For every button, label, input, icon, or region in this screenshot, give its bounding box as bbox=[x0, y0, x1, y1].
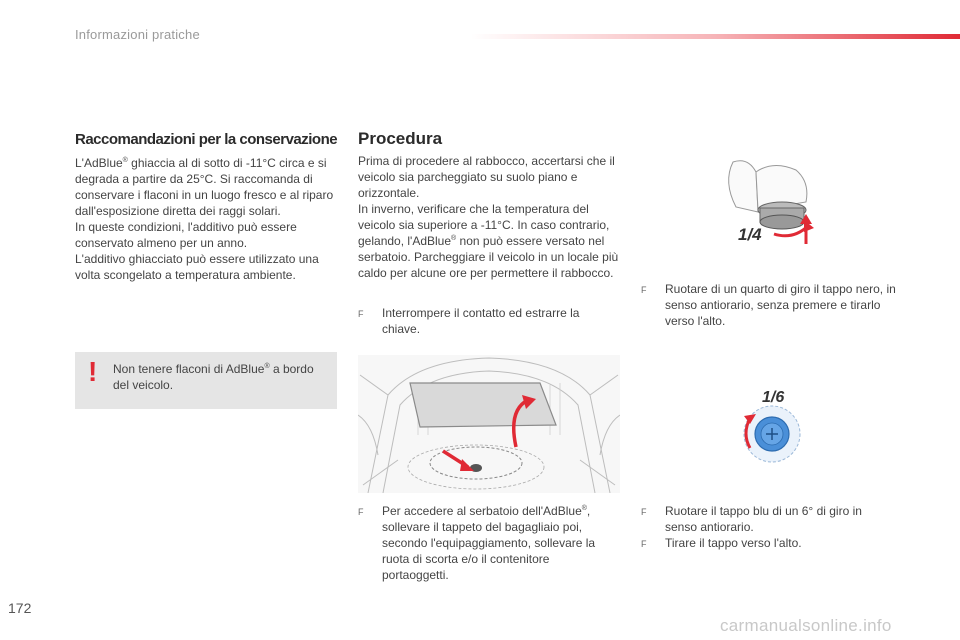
page-number: 172 bbox=[8, 600, 32, 616]
procedure-intro-para: Prima di procedere al rabbocco, accertarsi che il veicolo sia parcheggiato su suolo piano e orizzontale. bbox=[358, 154, 615, 200]
quarter-turn-label: 1/4 bbox=[738, 225, 762, 244]
storage-para-1: L'AdBlue® ghiaccia al di sotto di -11°C circa e si degrada a partire da 25°C. Si raccomanda di conservare i flaconi in un luogo fresco e al riparo dall'esposizione diretta dei raggi solari. bbox=[75, 156, 334, 218]
storage-text bbox=[75, 155, 337, 283]
storage-para-2: In queste condizioni, l'additivo può essere conservato almeno per un anno. bbox=[75, 220, 297, 250]
bullet-icon: F bbox=[358, 309, 364, 319]
bullet-icon: F bbox=[358, 507, 364, 517]
black-cap-illustration bbox=[718, 152, 830, 254]
procedure-intro bbox=[358, 153, 620, 281]
step-black-cap: F Ruotare di un quarto di giro il tappo nero, in senso antiorario, senza premere e tirarlo verso l'alto. bbox=[641, 282, 896, 328]
step-pull-cap: F Tirare il tappo verso l'alto. bbox=[641, 536, 802, 550]
procedure-winter-para: In inverno, verificare che la temperatura del veicolo sia superiore a -11°C. In caso contrario, gelando, l'AdBlue® non può essere versato nel serbatoio. Parcheggiare il veicolo in un locale più caldo per alcune ore per permettere il rabbocco. bbox=[358, 202, 619, 280]
storage-heading: Raccomandazioni per la conservazione bbox=[75, 131, 338, 148]
step-blue-cap: F Ruotare il tappo blu di un 6° di giro in senso antiorario. bbox=[641, 504, 862, 534]
sixth-turn-label: 1/6 bbox=[762, 389, 785, 406]
step-switch-off: F Interrompere il contatto ed estrarre la chiave. bbox=[358, 306, 580, 336]
bullet-icon: F bbox=[641, 507, 647, 517]
watermark: carmanualsonline.info bbox=[720, 616, 892, 635]
step-access-tank: F Per accedere al serbatoio dell'AdBlue®, sollevare il tappeto del bagagliaio poi, secondo l'equipaggiamento, sollevare la ruota di scorta e/o il contenitore portaoggetti. bbox=[358, 504, 596, 582]
warning-box bbox=[75, 352, 337, 409]
bullet-icon: F bbox=[641, 285, 647, 295]
procedure-heading: Procedura bbox=[358, 129, 443, 148]
warning-text: Non tenere flaconi di AdBlue® a bordo del veicolo. bbox=[113, 362, 314, 392]
section-title: Informazioni pratiche bbox=[75, 27, 200, 42]
header-accent-bar bbox=[470, 34, 960, 39]
trunk-illustration bbox=[358, 355, 620, 493]
bullet-icon: F bbox=[641, 539, 647, 549]
storage-para-3: L'additivo ghiacciato può essere utilizzato una volta scongelato a temperatura ambiente. bbox=[75, 252, 319, 282]
blue-cap-illustration bbox=[728, 388, 818, 466]
warning-icon: ! bbox=[88, 356, 98, 387]
